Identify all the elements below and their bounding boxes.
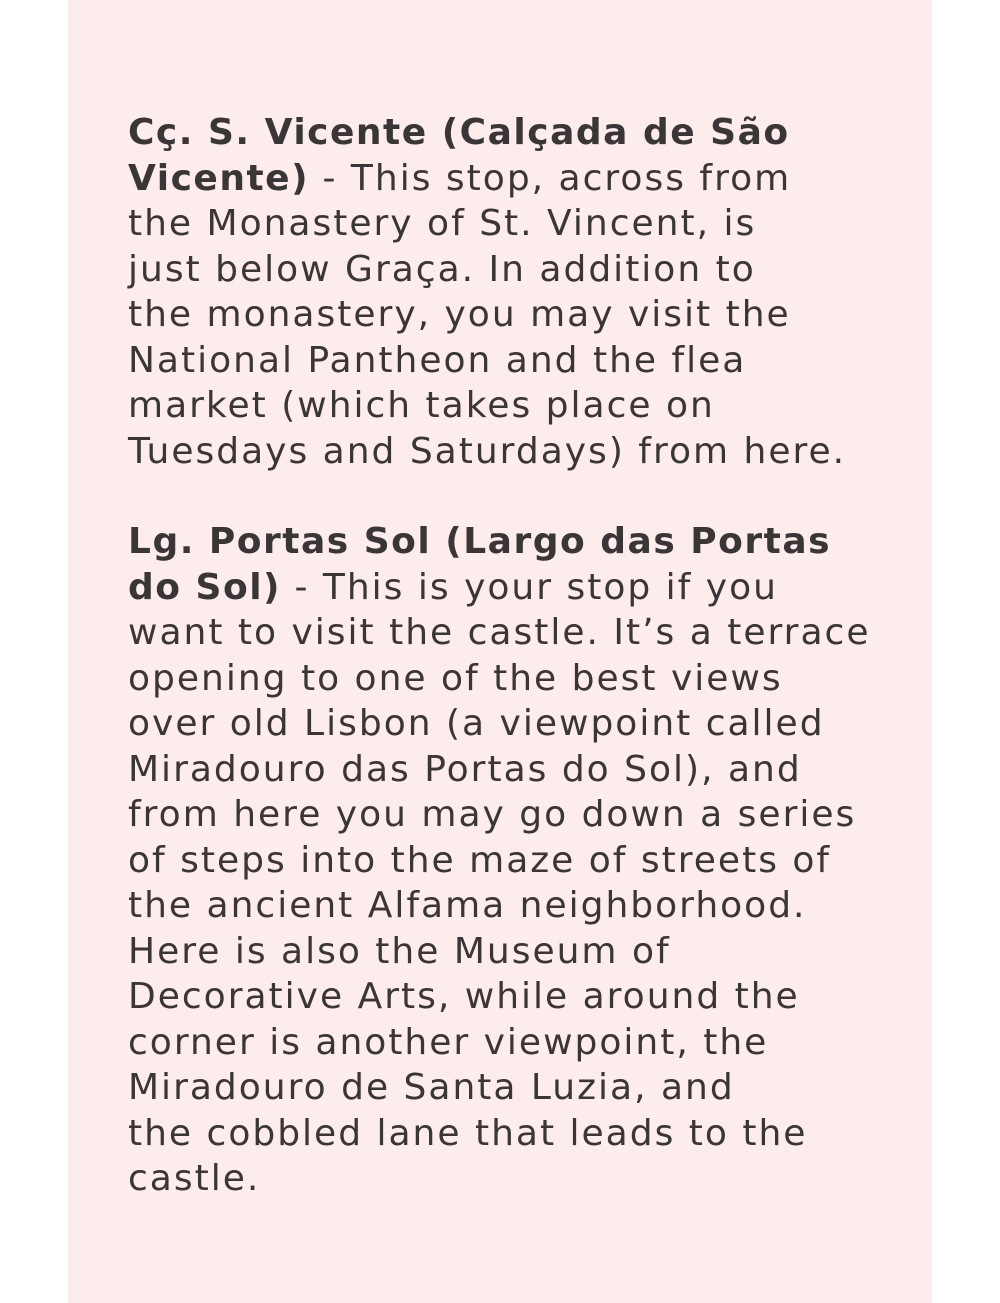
description-text: market (which takes place on (128, 385, 715, 426)
description-text: the Monastery of St. Vincent, is (128, 203, 757, 244)
description-text: corner is another viewpoint, the (128, 1021, 769, 1063)
stop-name: Lg. Portas Sol (Largo das Portas (128, 521, 832, 562)
text-line (128, 747, 888, 793)
description-text: - This stop, across from (309, 157, 792, 199)
text-line (128, 1156, 888, 1202)
text-line (128, 883, 888, 929)
text-line (128, 565, 888, 611)
description-text: the cobbled lane that leads to the (128, 1112, 808, 1154)
text-line (128, 292, 888, 338)
stop-entry-sao-vicente (128, 110, 888, 474)
text-line (128, 792, 888, 838)
text-line (128, 1020, 888, 1066)
text-line (128, 838, 888, 884)
description-text: just below Graça. In addition to (128, 248, 756, 290)
page-background (68, 0, 932, 1303)
stop-name: Cç. S. Vicente (Calçada de São (128, 112, 790, 153)
description-text: want to visit the castle. It’s a terrace (128, 612, 871, 653)
text-line (128, 974, 888, 1020)
text-content (128, 110, 888, 1202)
text-line (128, 1065, 888, 1111)
text-line (128, 929, 888, 975)
description-text: opening to one of the best views (128, 657, 783, 699)
text-line (128, 701, 888, 747)
text-line (128, 519, 888, 565)
text-line (128, 338, 888, 384)
text-line (128, 383, 888, 429)
description-text: - This is your stop if you (281, 566, 778, 608)
stop-name: Vicente) (128, 157, 310, 199)
description-text: National Pantheon and the flea (128, 339, 747, 381)
description-text: of steps into the maze of streets of (128, 839, 832, 881)
stop-entry-portas-sol (128, 519, 888, 1202)
text-line (128, 201, 888, 247)
text-line (128, 610, 888, 656)
text-line (128, 429, 888, 475)
description-text: Miradouro das Portas do Sol), and (128, 748, 802, 790)
text-line (128, 1111, 888, 1157)
stop-name: do Sol) (128, 566, 281, 608)
description-text: Decorative Arts, while around the (128, 976, 800, 1017)
description-text: the monastery, you may visit the (128, 294, 791, 335)
description-text: the ancient Alfama neighborhood. (128, 885, 807, 926)
text-line (128, 247, 888, 293)
description-text: over old Lisbon (a viewpoint called (128, 703, 825, 744)
text-line (128, 110, 888, 156)
description-text: castle. (128, 1158, 261, 1199)
description-text: from here you may go down a series (128, 794, 857, 835)
text-line (128, 156, 888, 202)
description-text: Tuesdays and Saturdays) from here. (128, 430, 847, 472)
text-line (128, 656, 888, 702)
description-text: Here is also the Museum of (128, 930, 671, 972)
description-text: Miradouro de Santa Luzia, and (128, 1067, 735, 1108)
